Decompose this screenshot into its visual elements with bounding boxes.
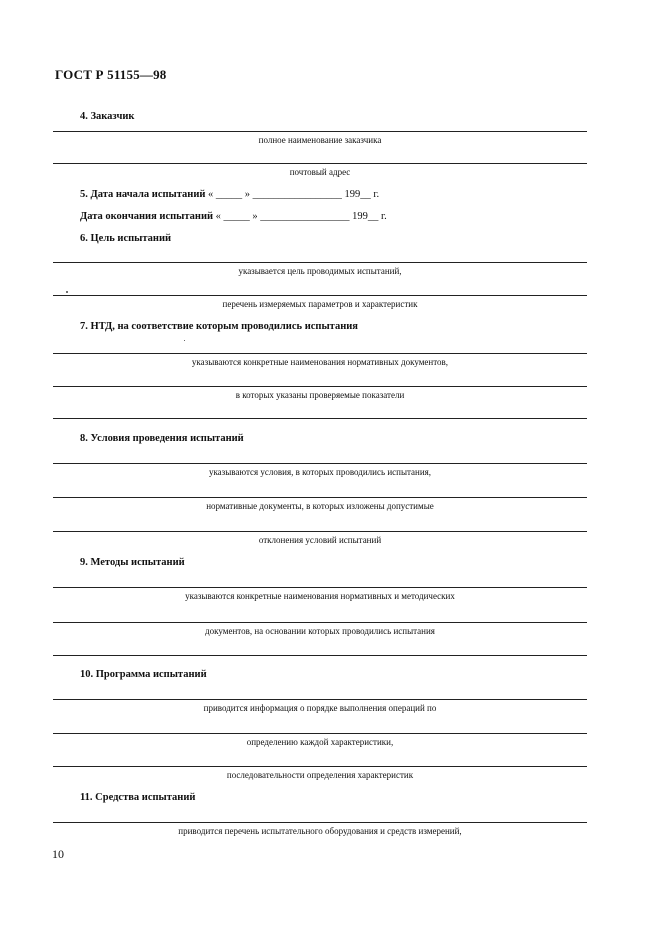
fill-line	[53, 699, 587, 700]
fill-line	[53, 766, 587, 767]
caption-test-equipment: приводится перечень испытательного оборудования и средств измерений,	[178, 826, 462, 836]
caption-test-purpose: указывается цель проводимых испытаний,	[238, 266, 402, 276]
fill-line	[53, 622, 587, 623]
scan-speck	[66, 291, 68, 293]
scan-speck	[184, 340, 185, 341]
caption-postal-address: почтовый адрес	[289, 167, 351, 177]
caption-each-characteristic: определению каждой характеристики,	[246, 737, 394, 747]
caption-characteristics-sequence: последовательности определения характеристик	[226, 770, 414, 780]
caption-customer-name: полное наименование заказчика	[258, 135, 382, 145]
caption-condition-deviations: отклонения условий испытаний	[258, 535, 382, 545]
fill-line	[53, 262, 587, 263]
caption-checked-indicators: в которых указаны проверяемые показатели	[235, 390, 405, 400]
caption-allowed-deviations-docs: нормативные документы, в которых изложены допустимые	[206, 501, 434, 511]
fill-line	[53, 353, 587, 354]
caption-normative-docs: указываются конкретные наименования нормативных документов,	[191, 357, 449, 367]
page-number: 10	[52, 847, 64, 861]
section-7-title: 7. НТД, на соответствие которым проводились испытания	[80, 321, 358, 332]
section-8-title: 8. Условия проведения испытаний	[80, 433, 244, 444]
start-date-label: 5. Дата начала испытаний	[80, 189, 206, 200]
caption-basis-docs: документов, на основании которых проводились испытания	[205, 626, 435, 636]
section-4-title: 4. Заказчик	[80, 111, 135, 122]
caption-test-conditions: указываются условия, в которых проводились испытания,	[208, 467, 432, 477]
start-date-template: « _____ » _________________ 199__ г.	[208, 189, 380, 200]
section-9-title: 9. Методы испытаний	[80, 557, 185, 568]
fill-line	[53, 386, 587, 387]
end-date-template: « _____ » _________________ 199__ г.	[215, 211, 387, 222]
section-10-title: 10. Программа испытаний	[80, 669, 207, 680]
end-date-row	[80, 211, 387, 222]
fill-line	[53, 463, 587, 464]
fill-line	[53, 295, 587, 296]
document-id: ГОСТ Р 51155—98	[55, 67, 167, 82]
fill-line	[53, 531, 587, 532]
fill-line	[53, 497, 587, 498]
caption-parameters-list: перечень измеряемых параметров и характеристик	[222, 299, 418, 309]
fill-line	[53, 131, 587, 132]
end-date-label: Дата окончания испытаний	[80, 211, 214, 222]
section-11-title: 11. Средства испытаний	[80, 792, 196, 803]
caption-operations-order: приводится информация о порядке выполнения операций по	[203, 703, 437, 713]
fill-line	[53, 733, 587, 734]
fill-line	[53, 822, 587, 823]
fill-line	[53, 587, 587, 588]
start-date-row	[80, 189, 379, 200]
section-6-title: 6. Цель испытаний	[80, 233, 172, 244]
fill-line	[53, 655, 587, 656]
fill-line	[53, 418, 587, 419]
caption-methodical-docs: указываются конкретные наименования нормативных и методических	[185, 591, 455, 601]
fill-line	[53, 163, 587, 164]
